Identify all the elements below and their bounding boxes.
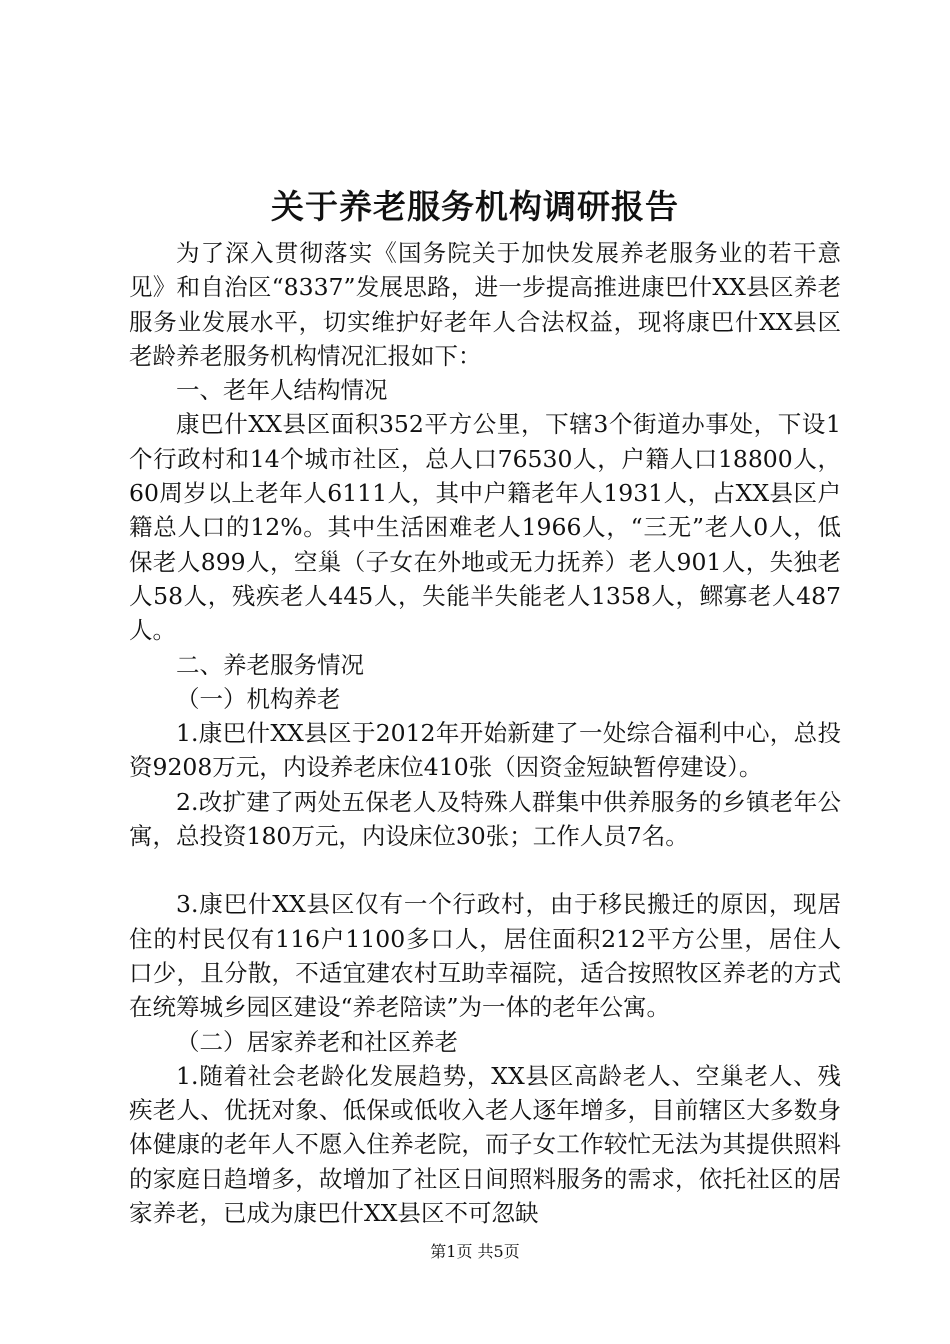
paragraph-item-3: 3.康巴什XX县区仅有一个行政村，由于移民搬迁的原因，现居住的村民仅有116户1100多口人，居住面积212平方公里，居住人口少，且分散，不适宜建农村互助幸福院，适合按照牧区养老的方式在统筹城乡园区建设“养老陪读”为一体的老年公寓。 [129, 890, 841, 1022]
paragraph-home-care: 1.随着社会老龄化发展趋势，XX县区高龄老人、空巢老人、残疾老人、优抚对象、低保或低收入老人逐年增多，目前辖区大多数身体健康的老年人不愿入住养老院，而子女工作较忙无法为其提供照料的家庭日趋增多，故增加了社区日间照料服务的需求，依托社区的居家养老，已成为康巴什XX县区不可忽缺 [129, 1061, 841, 1228]
paragraph-item-2: 2.改扩建了两处五保老人及特殊人群集中供养服务的乡镇老年公寓，总投资180万元，内设床位30张；工作人员7名。 [129, 787, 841, 851]
subsection-heading-2: （二）居家养老和社区养老 [176, 1027, 458, 1056]
paragraph-population: 康巴什XX县区面积352平方公里，下辖3个街道办事处，下设1个行政村和14个城市社区，总人口76530人，户籍人口18800人，60周岁以上老年人6111人，其中户籍老年人1931人，占XX县区户籍总人口的12%。其中生活困难老人1966人，“三无”老人0人，低保老人899人，空巢（子女在外地或无力抚养）老人901人，失独老人58人，残疾老人445人，失能半失能老人1358人，鳏寡老人487人。 [129, 410, 841, 645]
page-number-footer: 第1页 共5页 [430, 1242, 520, 1261]
subsection-heading-1: （一）机构养老 [176, 684, 341, 713]
document-body [129, 236, 841, 1230]
section-heading-1: 一、老年人结构情况 [176, 376, 388, 405]
document-title: 关于养老服务机构调研报告 [271, 187, 679, 226]
paragraph-item-1: 1.康巴什XX县区于2012年开始新建了一处综合福利中心，总投资9208万元，内设养老床位410张（因资金短缺暂停建设）。 [129, 719, 841, 782]
paragraph-intro: 为了深入贯彻落实《国务院关于加快发展养老服务业的若干意见》和自治区“8337”发展思路，进一步提高推进康巴什XX县区养老服务业发展水平，切实维护好老年人合法权益，现将康巴什XX县区老龄养老服务机构情况汇报如下： [129, 239, 841, 370]
section-heading-2: 二、养老服务情况 [176, 650, 364, 679]
